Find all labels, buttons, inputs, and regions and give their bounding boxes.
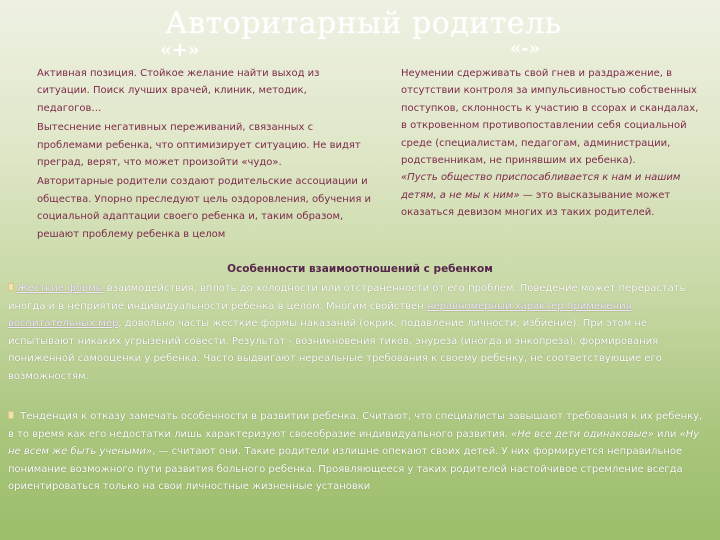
section-heading: Особенности взаимоотношений с ребенком: [227, 263, 493, 275]
positive-column: [37, 65, 372, 245]
positive-paragraph-1: Активная позиция. Стойкое желание найти выход из ситуации. Поиск лучших врачей, клиник, методик, педагогов…: [37, 68, 320, 114]
motto-quote: «Пусть общество приспосабливается к нам и нашим детям, а не мы к ним»: [401, 172, 681, 201]
positive-paragraph-3: Авторитарные родители создают родительские ассоциации и общества. Упорно преследуют цель оздоровления, обучения и социальной адаптации своего ребенка и, таким образом, решают проблему ребенка в целом: [37, 176, 372, 240]
positive-paragraph-2: Вытеснение негативных переживаний, связанных с проблемами ребенка, что оптимизирует ситуацию. Не видят преград, верят, что может произойти «чудо».: [37, 122, 361, 169]
block2-text-3: , — считают они. Такие родители излишне опекают своих детей. У них формируется неправильное понимание возможного пути развития больного ребенка. Проявляющееся у таких родителей настойчивое стремление всегда ориентироваться только на свои личностные жизненные установки: [8, 446, 683, 493]
negative-paragraph: [401, 65, 701, 222]
minus-column-marker: «-»: [510, 38, 540, 59]
plus-column-marker: «+»: [160, 39, 200, 61]
block1-text-2: , довольно часты жесткие формы наказаний (окрик, подавление личности, избиение). При этом не испытывают никаких угрызений совести. Результат - возникновения тиков, энуреза (иногда и энкопреза), формирования пониженной самооценки у ребенка. Часто выдвигают нереальные требования к своему ребенку, не соответствующие его возможностям.: [8, 318, 662, 382]
block2-text-2: или: [653, 428, 680, 440]
block1-text-1: взаимодействия, вплоть до холодности или отстраненности от его проблем. Поведение может перерастать иногда и в неприятие индивидуальности ребенка в целом. Многим свойствен: [8, 283, 686, 312]
uneven-measures-term: неравномерный характер применения воспитательных мер: [8, 300, 632, 330]
negative-paragraph-text: Неумении сдерживать свой гнев и раздражение, в отсутствии контроля за импульсивностью собственных поступков, склонность к участию в ссорах и скандалах, в откровенном противопоставлении себя социальной среде (специалистам, педагогам, администрации, родственникам, не принявшим их ребенка).: [401, 68, 699, 167]
interaction-block-2: [8, 408, 708, 496]
slide-title: Авторитарный родитель: [165, 6, 562, 41]
bullet-square-icon: [8, 411, 14, 419]
block2-quote-1: «Не все дети одинаковые»: [511, 428, 654, 440]
bullet-square-icon: [8, 283, 14, 291]
block2-text-1: Тенденция к отказу замечать особенности в развитии ребенка. Считают, что специалисты завышают требования к их ребенку, в то время как его недостатки лишь характеризуют своеобразие индивидуального развития.: [8, 411, 703, 440]
motto-tail: — это высказывание может оказаться девизом многих из таких родителей.: [401, 189, 671, 219]
interaction-block-1: [8, 280, 708, 386]
block2-quote-2: «Ну не всем же быть учеными»: [8, 428, 700, 458]
negative-column: [401, 65, 701, 224]
harsh-forms-term: Жесткие формы: [17, 283, 104, 294]
